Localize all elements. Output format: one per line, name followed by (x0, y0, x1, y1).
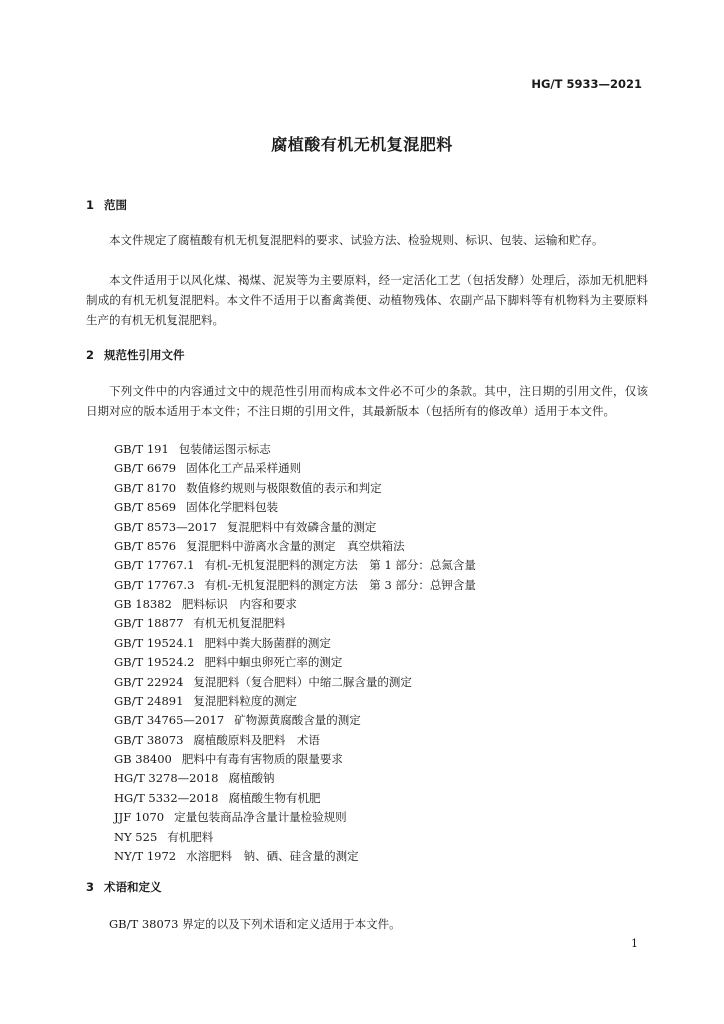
section-heading-normative-references (86, 347, 185, 363)
reference-code: GB 38400 (114, 752, 172, 766)
reference-title: 矿物源黄腐酸含量的测定 (234, 713, 361, 728)
reference-item (114, 711, 476, 730)
reference-title: 肥料标识 内容和要求 (181, 597, 297, 611)
reference-title: 水溶肥料 钠、硒、硅含量的测定 (186, 848, 359, 863)
reference-item (114, 808, 476, 827)
reference-title: 有机-无机复混肥料的测定方法 第 3 部分：总钾含量 (204, 577, 476, 592)
section-number: 3 (86, 880, 95, 894)
reference-title: 肥料中蛔虫卵死亡率的测定 (204, 655, 343, 670)
reference-item (114, 789, 476, 808)
reference-title: 有机肥料 (167, 829, 214, 844)
reference-item (114, 498, 476, 517)
reference-title: 包装储运图示标志 (178, 442, 271, 456)
reference-title: 固体化学肥料包装 (186, 500, 279, 515)
reference-title: 腐植酸钠 (228, 771, 275, 786)
reference-title: 腐植酸原料及肥料 术语 (193, 732, 320, 747)
reference-item (114, 537, 476, 556)
reference-code: GB/T 18877 (114, 616, 184, 631)
reference-code: GB/T 22924 (114, 674, 184, 689)
reference-code: GB/T 8170 (114, 480, 177, 495)
normative-refs-intro: 下列文件中的内容通过文中的规范性引用而构成本文件必不可少的条款。其中，注日期的引用文件，仅该日期对应的版本适用于本文件；不注日期的引用文件，其最新版本（包括所有的修改单）适用于本文件。 (86, 384, 648, 418)
reference-code: GB/T 19524.2 (114, 655, 195, 670)
terms-paragraph: GB/T 38073 界定的以及下列术语和定义适用于本文件。 (109, 917, 401, 931)
reference-title: 复混肥料中有效磷含量的测定 (226, 519, 377, 534)
reference-item (114, 614, 476, 633)
reference-list (114, 440, 476, 866)
reference-title: 有机-无机复混肥料的测定方法 第 1 部分：总氮含量 (204, 558, 476, 573)
reference-code: GB/T 8576 (114, 538, 177, 553)
scope-paragraph-2: 本文件适用于以风化煤、褐煤、泥炭等为主要原料，经一定活化工艺（包括发酵）处理后，添加无机肥料制成的有机无机复混肥料。本文件不适用于以畜禽粪便、动植物残体、农副产品下脚料等有机物料为主要原料生产的有机无机复混肥料。 (86, 273, 648, 327)
section-title: 规范性引用文件 (104, 348, 185, 362)
reference-code: HG/T 5332—2018 (114, 790, 219, 805)
reference-code: GB/T 19524.1 (114, 635, 195, 650)
reference-title: 肥料中粪大肠菌群的测定 (204, 635, 331, 650)
reference-item (114, 828, 476, 847)
reference-title: 腐植酸生物有机肥 (228, 790, 321, 805)
section-title: 术语和定义 (104, 880, 162, 894)
reference-code: GB/T 24891 (114, 693, 184, 708)
reference-code: GB/T 17767.1 (114, 558, 195, 573)
reference-code: GB/T 8573—2017 (114, 519, 217, 534)
reference-title: 有机无机复混肥料 (193, 616, 286, 631)
reference-title: 定量包装商品净含量计量检验规则 (174, 810, 347, 825)
reference-code: GB/T 17767.3 (114, 577, 195, 592)
reference-code: HG/T 3278—2018 (114, 771, 219, 786)
reference-item (114, 769, 476, 788)
reference-code: GB/T 34765—2017 (114, 713, 225, 728)
reference-title: 复混肥料（复合肥料）中缩二脲含量的测定 (193, 674, 412, 689)
reference-item (114, 731, 476, 750)
reference-code: GB/T 38073 (114, 732, 184, 747)
reference-item (114, 459, 476, 478)
reference-item (114, 576, 476, 595)
section-heading-terms-definitions (86, 879, 162, 895)
reference-item (114, 673, 476, 692)
section-title: 范围 (104, 198, 127, 212)
section-number: 2 (86, 348, 95, 362)
reference-item (114, 750, 476, 769)
reference-code: GB/T 191 (114, 442, 169, 456)
reference-item (114, 847, 476, 866)
reference-code: NY 525 (114, 829, 158, 844)
reference-item (114, 634, 476, 653)
reference-item (114, 518, 476, 537)
reference-code: JJF 1070 (114, 810, 165, 825)
section-number: 1 (86, 198, 95, 212)
reference-code: GB 18382 (114, 597, 172, 611)
reference-item (114, 595, 476, 614)
reference-title: 复混肥料中游离水含量的测定 真空烘箱法 (186, 538, 405, 553)
reference-item (114, 479, 476, 498)
scope-paragraph-1: 本文件规定了腐植酸有机无机复混肥料的要求、试验方法、检验规则、标识、包装、运输和贮存。 (109, 233, 604, 247)
reference-code: GB/T 6679 (114, 461, 177, 476)
reference-item (114, 440, 476, 459)
reference-item (114, 692, 476, 711)
reference-code: NY/T 1972 (114, 848, 177, 863)
reference-code: GB/T 8569 (114, 500, 177, 515)
reference-item (114, 653, 476, 672)
document-title: 腐植酸有机无机复混肥料 (271, 135, 453, 154)
section-heading-scope (86, 197, 127, 213)
page-number: 1 (631, 937, 638, 950)
reference-title: 数值修约规则与极限数值的表示和判定 (186, 480, 382, 495)
standard-code: HG/T 5933—2021 (531, 77, 642, 91)
reference-title: 固体化工产品采样通则 (186, 461, 302, 476)
reference-title: 肥料中有毒有害物质的限量要求 (181, 752, 343, 766)
reference-title: 复混肥料粒度的测定 (193, 693, 297, 708)
reference-item (114, 556, 476, 575)
